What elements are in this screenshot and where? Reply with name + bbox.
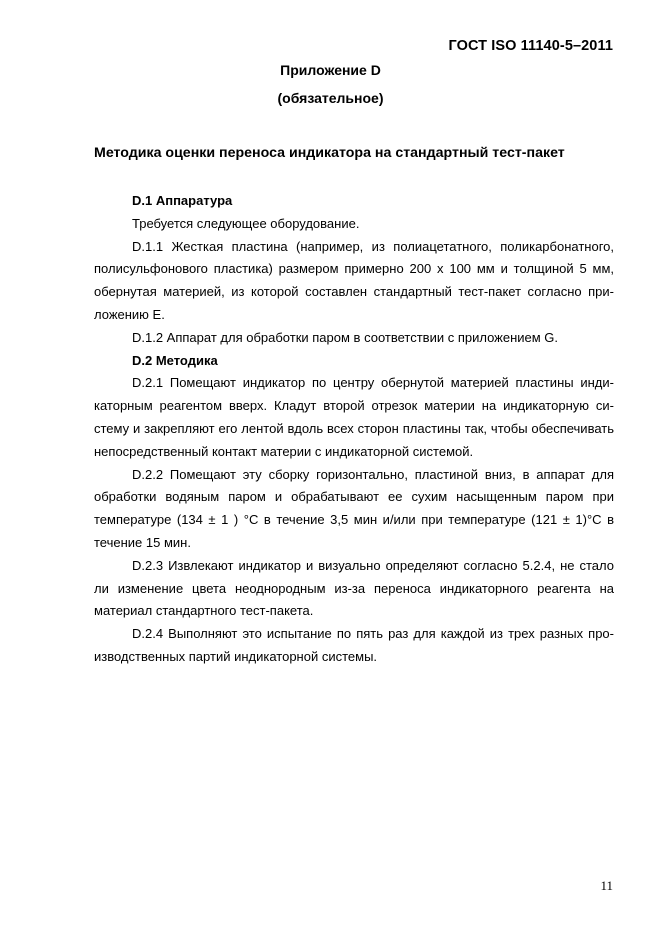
body-text: [94, 190, 614, 669]
paragraph-d1-1: D.1.1 Жесткая пластина (например, из полиацетатного, поликарбонатного, полисульфонового пластика) размером примерно 200 х 100 мм и толщиной 5 мм, обернутая материей, из которой составлен стандартный тест-пакет согласно приложению E.: [94, 238, 614, 322]
method-title: Методика оценки переноса индикатора на стандартный тест-пакет: [94, 145, 565, 161]
paragraph-d2-3: D.2.3 Извлекают индикатор и визуально определяют согласно 5.2.4, не стало ли изменение цвета неоднородным из-за переноса индикаторного реагента на материал стандартного тест-пакета.: [94, 557, 614, 619]
section-heading-d1: D.1 Аппаратура: [132, 193, 233, 208]
document-id: ГОСТ ISO 11140-5–2011: [448, 38, 613, 54]
section-heading-d2: D.2 Методика: [132, 352, 218, 368]
paragraph-d2-4: D.2.4 Выполняют это испытание по пять раз для каждой из трех разных производственных партий индикаторной системы.: [94, 626, 614, 664]
paragraph-d1-intro: Требуется следующее оборудование.: [132, 215, 360, 231]
appendix-status: (обязательное): [277, 90, 384, 106]
paragraph-d1-2: D.1.2 Аппарат для обработки паром в соответствии с приложением G.: [132, 329, 559, 345]
paragraph-d2-2: D.2.2 Помещают эту сборку горизонтально, пластиной вниз, в аппарат для обработки водяным паром и обрабатывают ее сухим насыщенным паром при температуре (134 ± 1 ) °C в течение 3,5 мин и/или при температуре (121 ± 1)°C в течение 15 мин.: [94, 466, 614, 550]
paragraph-d2-1: D.2.1 Помещают индикатор по центру обернутой материей пластины индикаторным реагентом вверх. Кладут второй отрезок материи на индикаторную систему и закрепляют его лентой вдоль всех сторон пластины так, чтобы обеспечивать непосредственный контакт материи с индикаторной системой.: [94, 375, 614, 459]
appendix-title: Приложение D: [280, 62, 381, 78]
page-number: 11: [600, 878, 613, 893]
